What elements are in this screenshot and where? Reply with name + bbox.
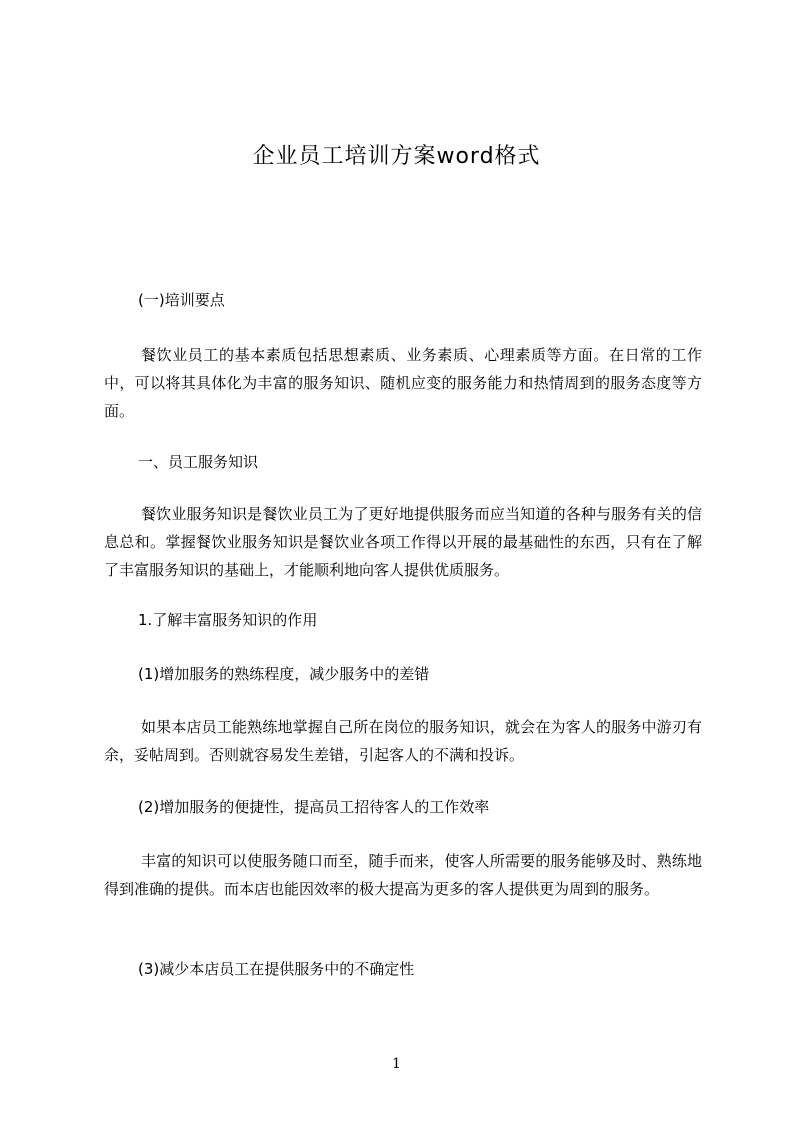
heading-service-knowledge-role: 1.了解丰富服务知识的作用 xyxy=(138,611,318,629)
heading-proficiency: (1)增加服务的熟练程度，减少服务中的差错 xyxy=(138,665,430,683)
paragraph-proficiency: 如果本店员工能熟练地掌握自己所在岗位的服务知识，就会在为客人的服务中游刃有余，妥帖周到。否则就容易发生差错，引起客人的不满和投诉。 xyxy=(104,718,702,764)
heading-service-knowledge: 一、员工服务知识 xyxy=(138,453,259,471)
heading-convenience: (2)增加服务的便捷性，提高员工招待客人的工作效率 xyxy=(138,798,490,816)
heading-training-points: (一)培训要点 xyxy=(138,291,225,309)
document-title: 企业员工培训方案word格式 xyxy=(252,144,541,169)
paragraph-basic-quality: 餐饮业员工的基本素质包括思想素质、业务素质、心理素质等方面。在日常的工作中，可以将其具体化为丰富的服务知识、随机应变的服务能力和热情周到的服务态度等方面。 xyxy=(104,346,702,420)
paragraph-convenience: 丰富的知识可以使服务随口而至，随手而来，使客人所需要的服务能够及时、熟练地得到准确的提供。而本店也能因效率的极大提高为更多的客人提供更为周到的服务。 xyxy=(104,852,702,898)
page-number: 1 xyxy=(392,1056,401,1072)
paragraph-service-knowledge: 餐饮业服务知识是餐饮业员工为了更好地提供服务而应当知道的各种与服务有关的信息总和。掌握餐饮业服务知识是餐饮业各项工作得以开展的最基础性的东西，只有在了解了丰富服务知识的基础上，才能顺利地向客人提供优质服务。 xyxy=(104,505,702,579)
heading-uncertainty: (3)减少本店员工在提供服务中的不确定性 xyxy=(138,960,415,978)
